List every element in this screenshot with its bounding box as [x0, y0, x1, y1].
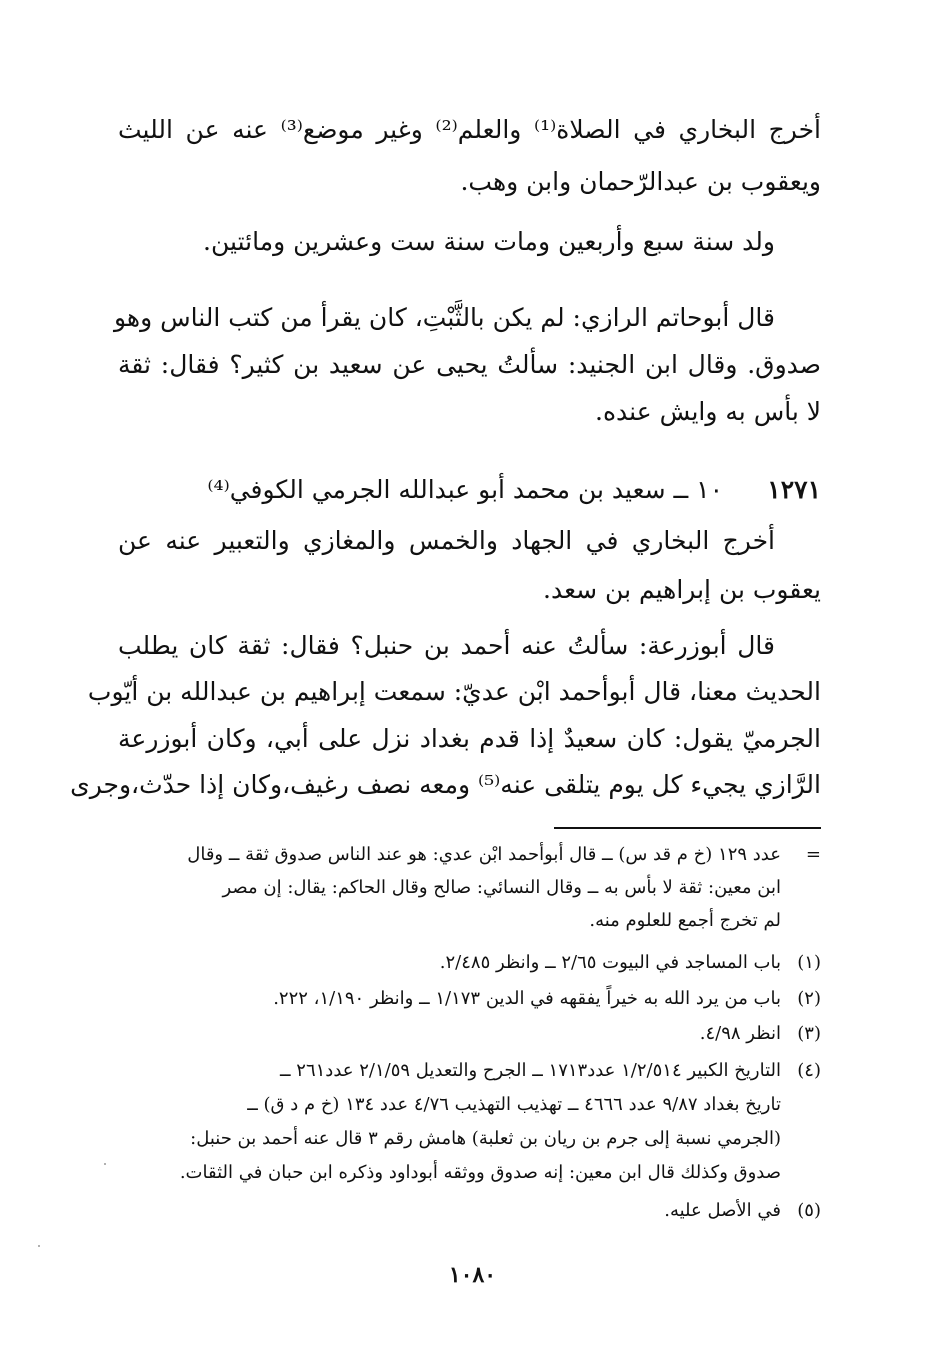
text-line: صدوق. وقال ابن الجنيد: سألتُ يحيى عن سعيد بن كثير؟ فقال: ثقة — [118, 350, 821, 379]
footnote-text: (الجرمي نسبة إلى جرم بن ريان بن ثعلبة) هامش رقم ٣ قال عنه أحمد بن حنبل: — [190, 1128, 781, 1149]
footnote-text: ابن معين: ثقة لا بأس به ــ وقال النسائي: صالح وقال الحاكم: يقال: إن مصر — [222, 877, 781, 898]
scan-speck — [104, 1163, 106, 1165]
footnote-text: لم تخرج أجمع للعلوم منه. — [589, 910, 781, 931]
footnote-text: تاريخ بغداد ٩/٨٧ عدد ٤٦٦٦ ــ تهذيب التهذيب ٤/٧٦ عدد ١٣٤ (خ م د ق) ــ — [247, 1094, 781, 1115]
footnote-marker: (٥) — [797, 1200, 821, 1221]
footnote-marker: (٢) — [797, 988, 821, 1009]
text-line: قال أبوحاتم الرازي: لم يكن بالثَّبْتِ، كان يقرأ من كتب الناس وهو — [114, 303, 775, 332]
page-number: ١٠٨٠ — [448, 1262, 497, 1288]
footnote-text: باب من يرد الله به خيراً يفقهه في الدين ١/١٧٣ ــ وانظر ١/١٩٠، ٢٢٢. — [273, 988, 781, 1009]
footnote-text: في الأصل عليه. — [664, 1200, 781, 1221]
footnote-text: باب المساجد في البيوت ٢/٦٥ ــ وانظر ٢/٤٨٥. — [439, 952, 781, 973]
text-line: لا بأس به وايش عنده. — [595, 397, 821, 426]
footnote-2 — [118, 984, 821, 1014]
footnote-text: انظر ٤/٩٨. — [699, 1023, 781, 1044]
text-line: الجرميّ يقول: كان سعيدٌ إذا قدم بغداد نزل على أبي، وكان أبوزرعة — [118, 724, 821, 753]
text-line: قال أبوزرعة: سألتُ عنه أحمد بن حنبل؟ فقال: ثقة كان يطلب — [118, 631, 775, 660]
entry-heading: ١٠ ــ سعيد بن محمد أبو عبدالله الجرمي الكوفي⁽⁴⁾ — [207, 475, 723, 504]
footnote-text: عدد ١٢٩ (خ م قد س) ــ قال أبوأحمد ابْن عدي: هو عند الناس صدوق ثقة ــ وقال — [187, 844, 781, 865]
footnote-3 — [118, 1019, 821, 1049]
footnote-marker: (٤) — [797, 1060, 821, 1081]
text-line: أخرج البخاري في الجهاد والخمس والمغازي والتعبير عنه عن — [118, 526, 775, 555]
footnote-5 — [118, 1196, 821, 1226]
footnote-1 — [118, 948, 821, 978]
footnote-text: التاريخ الكبير ١/٢/٥١٤ عدد١٧١٣ ــ الجرح والتعديل ٢/١/٥٩ عدد٢٦١ ــ — [280, 1060, 781, 1081]
entry-number: ١٢٧١ — [767, 475, 821, 504]
text-line: ويعقوب بن عبدالرّحمان وابن وهب. — [460, 167, 821, 196]
footnote-divider — [554, 827, 821, 829]
footnote-marker: = — [805, 844, 821, 865]
footnote-4 — [118, 1056, 821, 1086]
footnote-marker: (١) — [797, 952, 821, 973]
text-line: يعقوب بن إبراهيم بن سعد. — [543, 575, 821, 604]
text-line: الرَّازي يجيء كل يوم يتلقى عنه⁽⁵⁾ ومعه نصف رغيف،وكان إذا حدّث،وجرى — [70, 770, 821, 799]
footnote-line — [118, 840, 821, 870]
text-line: أخرج البخاري في الصلاة⁽¹⁾ والعلم⁽²⁾ وغير موضع⁽³⁾ عنه عن الليث — [118, 115, 821, 144]
text-line: الحديث معنا، قال أبوأحمد ابْن عديّ: سمعت إبراهيم بن عبدالله بن أيّوب — [87, 677, 821, 706]
scan-speck — [38, 1245, 40, 1247]
footnote-marker: (٣) — [797, 1023, 821, 1044]
text-line: ولد سنة سبع وأربعين ومات سنة ست وعشرين ومائتين. — [203, 227, 775, 256]
footnote-text: صدوق وكذلك قال ابن معين: إنه صدوق ووثقه أبوداود وذكره ابن حبان في الثقات. — [179, 1162, 781, 1183]
